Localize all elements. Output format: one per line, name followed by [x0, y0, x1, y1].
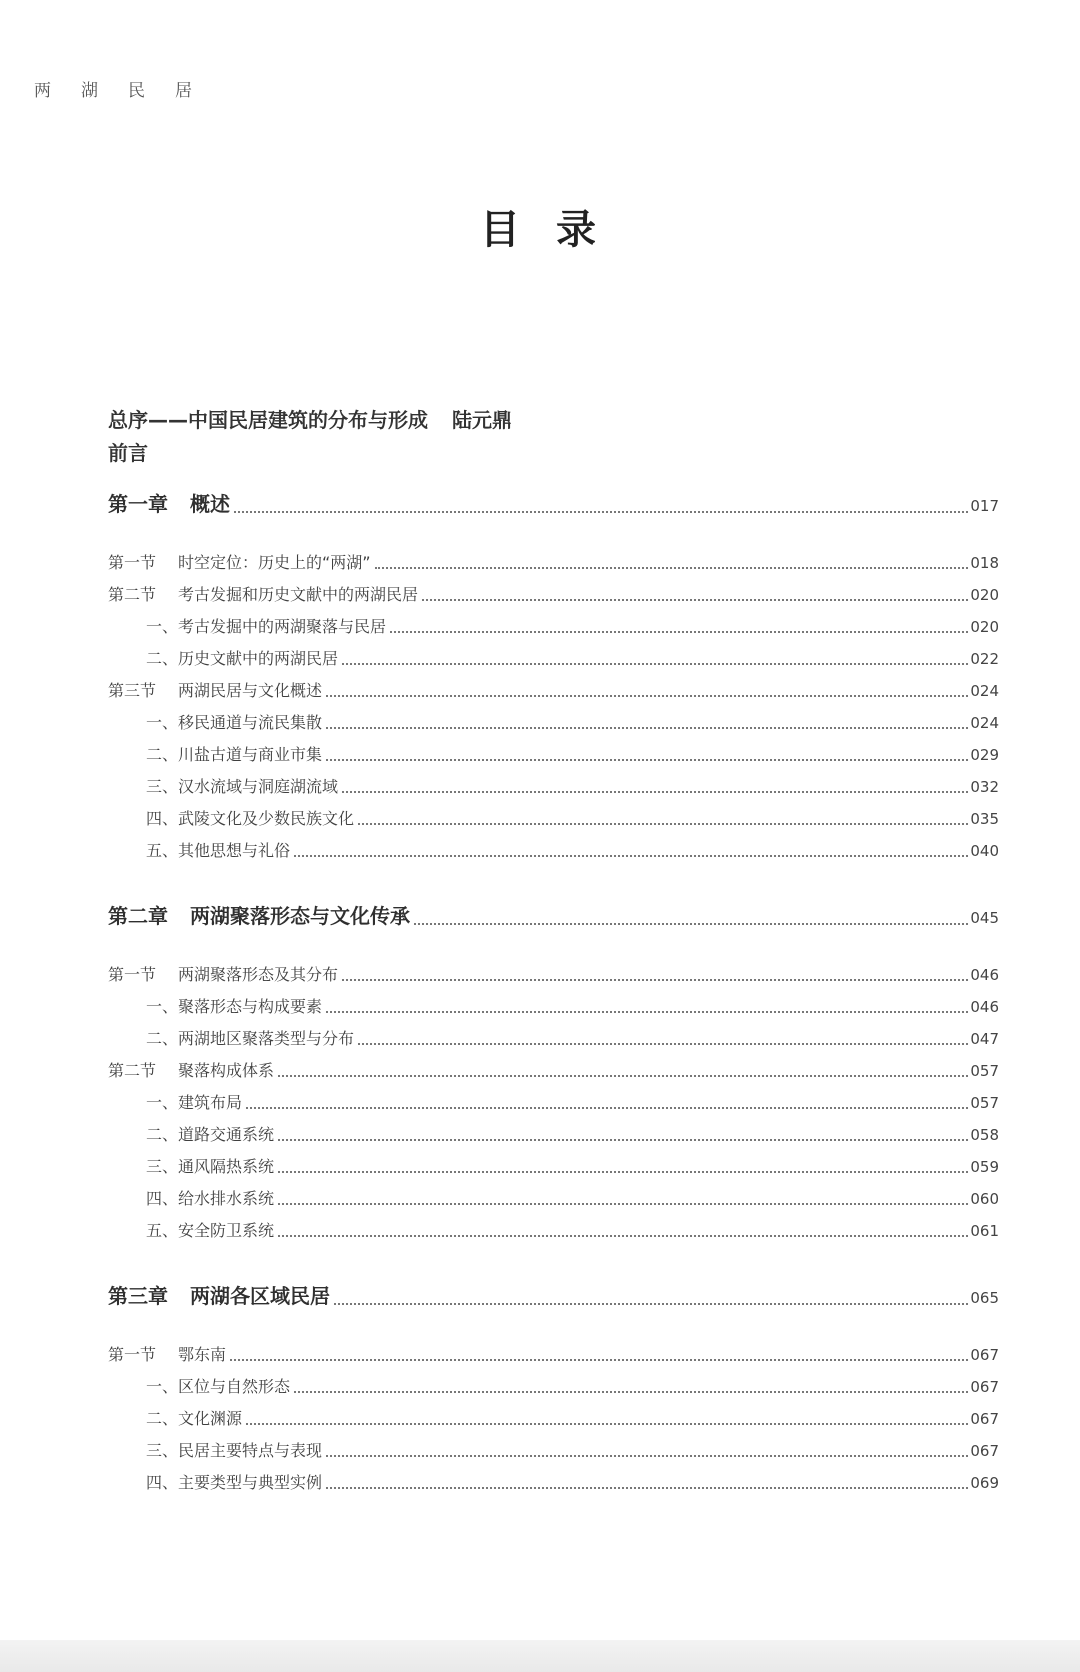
section-title: 两湖民居与文化概述	[178, 681, 323, 700]
toc-heading: 目录	[480, 207, 632, 253]
item-number: 三、	[146, 1441, 179, 1460]
item-title: 其他思想与礼俗	[178, 841, 291, 860]
chapter-label	[108, 1280, 330, 1309]
item-label	[146, 994, 322, 1017]
section-number: 第一节	[108, 965, 157, 984]
chapter-title: 两湖各区域民居	[190, 1284, 330, 1308]
item-label	[146, 1090, 242, 1113]
section-number: 第二节	[108, 1061, 157, 1080]
section-title: 两湖聚落形态及其分布	[178, 965, 339, 984]
dot-leader	[278, 1139, 968, 1141]
item-number: 一、	[146, 997, 179, 1016]
item-number: 一、	[146, 1093, 179, 1112]
toc-entry-item[interactable]	[146, 1090, 999, 1113]
dot-leader	[246, 1107, 968, 1109]
section-label	[108, 1342, 226, 1365]
dot-leader	[422, 599, 968, 601]
item-number: 四、	[146, 1473, 179, 1492]
page-number: 067	[970, 1442, 999, 1460]
item-number: 二、	[146, 649, 179, 668]
section-label	[108, 550, 371, 573]
page-number: 020	[970, 586, 999, 604]
page-number: 057	[970, 1094, 999, 1112]
item-label	[146, 838, 290, 861]
item-title: 武陵文化及少数民族文化	[178, 809, 355, 828]
item-number: 五、	[146, 841, 179, 860]
chapter-title: 两湖聚落形态与文化传承	[190, 904, 410, 928]
page-number: 035	[970, 810, 999, 828]
item-label	[146, 614, 386, 637]
item-title: 文化渊源	[178, 1409, 243, 1428]
toc-entry-section[interactable]	[108, 550, 999, 573]
item-label	[146, 710, 322, 733]
chapter-label	[108, 900, 410, 929]
section-title: 时空定位：历史上的“两湖”	[178, 553, 371, 572]
dot-leader	[342, 791, 968, 793]
section-title: 考古发掘和历史文献中的两湖民居	[178, 585, 419, 604]
dot-leader	[326, 1455, 968, 1457]
item-title: 历史文献中的两湖民居	[178, 649, 339, 668]
section-label	[108, 678, 322, 701]
section-title: 鄂东南	[178, 1345, 227, 1364]
toc-entry-item[interactable]	[146, 1186, 999, 1209]
item-title: 汉水流域与洞庭湖流域	[178, 777, 339, 796]
dot-leader	[342, 663, 968, 665]
dot-leader	[326, 759, 968, 761]
toc-entry-general-preface[interactable]	[108, 404, 512, 433]
page-number: 045	[970, 909, 999, 927]
toc-entry-item[interactable]	[146, 646, 999, 669]
page-number: 024	[970, 682, 999, 700]
toc-entry-chapter[interactable]	[108, 488, 999, 517]
item-title: 区位与自然形态	[178, 1377, 291, 1396]
toc-entry-item[interactable]	[146, 1374, 999, 1397]
page-number: 029	[970, 746, 999, 764]
section-number: 第一节	[108, 1345, 157, 1364]
item-label	[146, 1154, 274, 1177]
item-title: 给水排水系统	[178, 1189, 275, 1208]
section-number: 第一节	[108, 553, 157, 572]
item-title: 移民通道与流民集散	[178, 713, 323, 732]
general-preface-title: 总序——中国民居建筑的分布与形成	[108, 408, 428, 432]
toc-entry-chapter[interactable]	[108, 1280, 999, 1309]
dot-leader	[342, 979, 968, 981]
item-number: 一、	[146, 617, 179, 636]
item-title: 两湖地区聚落类型与分布	[178, 1029, 355, 1048]
item-title: 民居主要特点与表现	[178, 1441, 323, 1460]
item-title: 通风隔热系统	[178, 1157, 275, 1176]
toc-entry-item[interactable]	[146, 1406, 999, 1429]
dot-leader	[230, 1359, 968, 1361]
section-number: 第三节	[108, 681, 157, 700]
page-number: 047	[970, 1030, 999, 1048]
dot-leader	[246, 1423, 968, 1425]
dot-leader	[326, 1011, 968, 1013]
chapter-label	[108, 488, 230, 517]
toc-entry-item[interactable]	[146, 1026, 999, 1049]
dot-leader	[334, 1303, 968, 1305]
item-title: 建筑布局	[178, 1093, 243, 1112]
item-label	[146, 1470, 322, 1493]
toc-entry-item[interactable]	[146, 614, 999, 637]
item-number: 五、	[146, 1221, 179, 1240]
toc-entry-item[interactable]	[146, 774, 999, 797]
toc-entry-item[interactable]	[146, 1154, 999, 1177]
section-title: 聚落构成体系	[178, 1061, 275, 1080]
dot-leader	[390, 631, 968, 633]
page-number: 046	[970, 966, 999, 984]
item-title: 主要类型与典型实例	[178, 1473, 323, 1492]
item-title: 安全防卫系统	[178, 1221, 275, 1240]
page-number: 067	[970, 1410, 999, 1428]
item-number: 一、	[146, 713, 179, 732]
dot-leader	[326, 1487, 968, 1489]
dot-leader	[358, 1043, 968, 1045]
item-title: 道路交通系统	[178, 1125, 275, 1144]
toc-entry-item[interactable]	[146, 838, 999, 861]
toc-entry-item[interactable]	[146, 806, 999, 829]
item-label	[146, 742, 322, 765]
chapter-number: 第三章	[108, 1284, 168, 1308]
dot-leader	[358, 823, 968, 825]
page-number: 020	[970, 618, 999, 636]
page-number: 032	[970, 778, 999, 796]
page-number: 065	[970, 1289, 999, 1307]
section-number: 第二节	[108, 585, 157, 604]
page-number: 067	[970, 1346, 999, 1364]
item-number: 三、	[146, 1157, 179, 1176]
dot-leader	[326, 727, 968, 729]
toc-entry-item[interactable]	[146, 1470, 999, 1493]
item-number: 二、	[146, 1125, 179, 1144]
dot-leader	[294, 855, 968, 857]
page-number: 017	[970, 497, 999, 515]
toc-entry-item[interactable]	[146, 742, 999, 765]
dot-leader	[278, 1235, 968, 1237]
item-label	[146, 774, 338, 797]
item-number: 三、	[146, 777, 179, 796]
section-label	[108, 1058, 274, 1081]
item-title: 考古发掘中的两湖聚落与民居	[178, 617, 387, 636]
item-label	[146, 806, 354, 829]
scan-bottom-edge	[0, 1640, 1080, 1672]
toc-entry-section[interactable]	[108, 962, 999, 985]
page-number: 022	[970, 650, 999, 668]
section-label	[108, 582, 418, 605]
dot-leader	[414, 923, 968, 925]
dot-leader	[294, 1391, 968, 1393]
running-header-book-title: 两湖民居	[34, 81, 222, 101]
item-label	[146, 1218, 274, 1241]
toc-entry-chapter[interactable]	[108, 900, 999, 929]
toc-entry-section[interactable]	[108, 678, 999, 701]
item-number: 一、	[146, 1377, 179, 1396]
section-label	[108, 962, 338, 985]
item-number: 二、	[146, 745, 179, 764]
page-number: 059	[970, 1158, 999, 1176]
item-label	[146, 1406, 242, 1429]
chapter-number: 第一章	[108, 492, 168, 516]
toc-entry-item[interactable]	[146, 1438, 999, 1461]
dot-leader	[326, 695, 968, 697]
item-number: 二、	[146, 1409, 179, 1428]
item-label	[146, 1026, 354, 1049]
toc-entry-item[interactable]	[146, 1122, 999, 1145]
toc-entry-item[interactable]	[146, 994, 999, 1017]
toc-entry-preface[interactable]: 前言	[108, 441, 148, 465]
page-number: 061	[970, 1222, 999, 1240]
page-number: 024	[970, 714, 999, 732]
item-label	[146, 1374, 290, 1397]
dot-leader	[278, 1171, 968, 1173]
item-label	[146, 646, 338, 669]
chapter-number: 第二章	[108, 904, 168, 928]
toc-entry-item[interactable]	[146, 710, 999, 733]
page-number: 058	[970, 1126, 999, 1144]
general-preface-author: 陆元鼎	[452, 408, 512, 432]
dot-leader	[375, 567, 969, 569]
item-label	[146, 1438, 322, 1461]
item-number: 四、	[146, 809, 179, 828]
toc-entry-section[interactable]	[108, 1342, 999, 1365]
item-number: 四、	[146, 1189, 179, 1208]
item-label	[146, 1122, 274, 1145]
toc-entry-section[interactable]	[108, 582, 999, 605]
chapter-title: 概述	[190, 492, 230, 516]
item-title: 聚落形态与构成要素	[178, 997, 323, 1016]
page-number: 067	[970, 1378, 999, 1396]
item-title: 川盐古道与商业市集	[178, 745, 323, 764]
page-number: 060	[970, 1190, 999, 1208]
page-number: 057	[970, 1062, 999, 1080]
page-number: 018	[970, 554, 999, 572]
item-number: 二、	[146, 1029, 179, 1048]
item-label	[146, 1186, 274, 1209]
page-number: 046	[970, 998, 999, 1016]
page-number: 040	[970, 842, 999, 860]
dot-leader	[278, 1203, 968, 1205]
page-number: 069	[970, 1474, 999, 1492]
dot-leader	[278, 1075, 968, 1077]
toc-entry-item[interactable]	[146, 1218, 999, 1241]
dot-leader	[234, 511, 968, 513]
toc-entry-section[interactable]	[108, 1058, 999, 1081]
